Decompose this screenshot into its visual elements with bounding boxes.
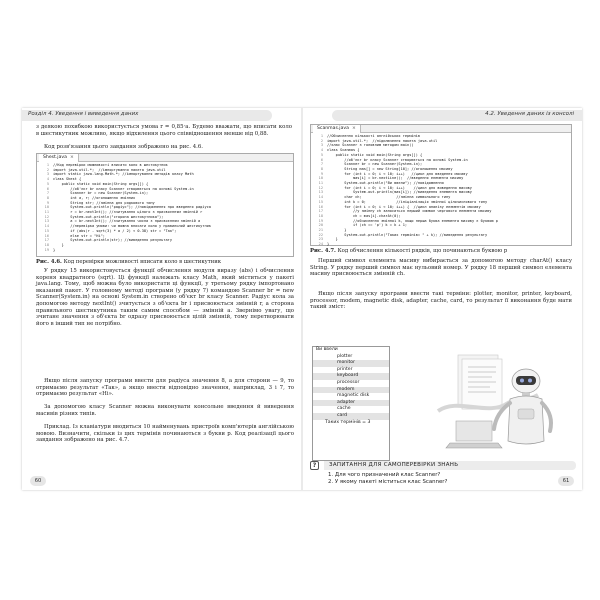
editor-tab-bar <box>311 125 571 133</box>
left-intro: з деякою похибкою використується умова r = 0,85·a. Будемо вважати, що вписати коло в шестикутник можливо, якщо відхилення цього співвідношення менше від 0,88. <box>36 124 292 137</box>
tab-label: Scanmas.java <box>317 126 349 131</box>
output-item: monitor <box>313 360 389 367</box>
line-number: 22 <box>318 232 323 237</box>
question-item: 2. У якому пакеті міститься клас Scanner? <box>328 478 448 485</box>
figure-caption-4-6 <box>36 259 294 266</box>
line-number: 16 <box>318 204 323 209</box>
code-text: else str = "Ні"; <box>53 233 105 238</box>
code-text: Scanner br = new Scanner(System.in); <box>53 191 149 196</box>
line-number: 15 <box>44 228 49 233</box>
left-para3: За допомогою класу Scanner можна виконувати консольне введення й виведення масивів різних типів. <box>36 404 294 417</box>
line-number: 9 <box>46 200 49 205</box>
left-para2: Якщо після запуску програми ввести для радіуса значення 8, а для сторони — 9, то отримаємо результат «Так», а якщо ввести відповідно значення, наприклад, 3 і 7, то отримаємо результат «Ні». <box>36 378 294 398</box>
left-intro2: Код розв'язання цього завдання зображено на рис. 4.6. <box>44 144 204 150</box>
output-item: plotter <box>313 354 389 361</box>
code-listing-shest <box>37 162 293 253</box>
code-text: //Код перевірки можливості вписати коло в шестикутник <box>53 163 168 167</box>
code-text: //у змінну ch заноситься перший символ чергового елемента масиву <box>327 209 492 214</box>
code-text: } <box>327 228 347 233</box>
output-item: printer <box>313 367 389 374</box>
line-number: 17 <box>44 238 49 243</box>
output-item: magnetic disk <box>313 393 389 400</box>
code-text: for (int i = 0; i < 10; i++) { //цикл аналізу елементів масиву <box>327 204 481 209</box>
page-number-right: 61 <box>558 476 574 486</box>
right-para1: Перший символ елемента масиву вибирається за допомогою методу charAt() класу String. У рядку перший символ має нульовий номер. У рядку 18 перший символ елемента масиву присвоюється змінній ch. <box>310 258 572 278</box>
figure-caption-4-7 <box>310 248 572 255</box>
code-window-shest <box>36 153 294 257</box>
left-page <box>22 108 302 490</box>
line-number: 15 <box>318 199 323 204</box>
caption-text: Код перевірки можливості вписати коло в шестикутник <box>63 259 222 265</box>
editor-tab-shest[interactable] <box>39 154 79 162</box>
output-item: processor <box>313 380 389 387</box>
line-number: 24 <box>318 242 323 247</box>
line-number: 19 <box>318 218 323 223</box>
code-text: char ch; //змінна символьного типу <box>327 195 451 200</box>
output-item: modem <box>313 387 389 394</box>
line-number: 4 <box>46 177 49 182</box>
code-text: public static void main(String args[]) { <box>53 181 149 186</box>
code-text: String str; //змінна для рядкового типу <box>53 200 155 205</box>
code-text: //перевірка умови: чи можна вписати коло у правильний шестикутник <box>53 224 211 229</box>
close-icon[interactable]: × <box>351 126 356 131</box>
code-text: //Обчислення кількості англійських термінів <box>327 134 421 138</box>
questions-list <box>328 472 447 486</box>
line-number: 10 <box>318 176 323 181</box>
code-line <box>313 242 569 247</box>
output-item: card <box>313 413 389 420</box>
robot-illustration <box>398 351 574 455</box>
line-number: 18 <box>318 213 323 218</box>
output-item: cache <box>313 406 389 413</box>
code-text: } <box>53 247 56 252</box>
question-icon: ? <box>310 461 319 470</box>
output-header: Ви ввели <box>316 347 338 352</box>
line-number: 20 <box>318 223 323 228</box>
output-item: adapter <box>313 400 389 407</box>
question-item: 1. Для чого призначений клас Scanner? <box>328 472 441 478</box>
editor-tab-scanmas[interactable] <box>313 125 361 133</box>
code-text: System.out.println("сторона шестикутника"); <box>53 214 164 219</box>
line-number: 1 <box>46 163 49 167</box>
line-number: 6 <box>320 157 323 162</box>
code-text: class Shest { <box>53 177 82 182</box>
code-text: //об'єкт br класу Scanner створюється на основі System.in <box>327 157 468 162</box>
code-text: } <box>53 242 64 247</box>
code-text: if (abs(r - sqrt(3) * a / 2) < 0.38) str = "Так"; <box>53 228 177 233</box>
code-text: System.out.println("Таких термінів= " + k); //виведення результату <box>327 232 488 237</box>
line-number: 3 <box>46 172 49 177</box>
left-header-text: Розділ 4. Уведення і виведення даних <box>28 111 139 117</box>
line-number: 12 <box>44 214 49 219</box>
caption-text: Код обчислення кількості рядків, що починаються буквою p <box>337 248 508 254</box>
code-text: r = br.nextInt(); //зчитування цілого з присвоєнням змінній r <box>53 210 203 215</box>
book-spread <box>22 108 582 490</box>
line-number: 3 <box>320 143 323 148</box>
right-para2: Якщо після запуску програми ввести такі терміни: plotter, monitor, printer, keyboard, processor, modem, magnetic disk, adapter, cache, card, то результат її виконання буде мати такий зміст: <box>310 291 572 311</box>
line-number: 21 <box>318 228 323 233</box>
questions-header <box>304 461 576 470</box>
right-header-text: 4.2. Уведення даних із консолі <box>485 111 574 117</box>
code-text: String mas[] = new String[10]; //оголошення масиву <box>327 166 453 171</box>
code-listing-scanmas <box>311 133 571 248</box>
line-number: 17 <box>318 209 323 214</box>
line-number: 13 <box>44 219 49 224</box>
line-number: 10 <box>44 205 49 210</box>
line-number: 7 <box>320 162 323 167</box>
line-number: 5 <box>320 152 323 157</box>
code-text: int a, r; //оголошення змінних <box>53 195 136 200</box>
code-line <box>39 248 291 253</box>
output-total: Таких термінів = 3 <box>325 419 371 425</box>
code-text: for (int i = 0; i < 10; i++) //цикл для виведення масиву <box>327 185 472 190</box>
line-number: 14 <box>44 224 49 229</box>
line-number: 2 <box>320 138 323 143</box>
line-number: 14 <box>318 195 323 200</box>
left-para1: У рядку 15 використовується функції обчислення модуля виразу (abs) і обчислення кореня квадратного (sqrt). Ці функції належать класу Math, який міститься у пакеті java.lang. Тому, щоб можна було використати ці функції, у третьому рядку імпортовано вказаний пакет. У головному методі програми (у рядку 7) командою Scanner br = new Scanner(System.in) на основі System.in створено об'єкт br класу Scanner. Радіус кола за допомогою методу nextInt() зчитується з об'єкта br і присвоюється змінній r, а сторона правильного шестикутника таким самим способом — змінній a. Звернімо увагу, що зчитане значення з об'єкта br одразу присвоюється цілій змінній, тому перетворювати його в інший тип не потрібно. <box>36 268 294 327</box>
code-text: public static void main(String args[]) { <box>327 152 423 157</box>
line-number: 11 <box>318 181 323 186</box>
code-text: for (int i = 0; i < 10; i++) //цикл для введення масиву <box>327 171 468 176</box>
caption-label: Рис. 4.6. <box>36 259 62 265</box>
output-item: keyboard <box>313 373 389 380</box>
caption-label: Рис. 4.7. <box>310 248 336 254</box>
line-number: 5 <box>46 181 49 186</box>
code-text: //клас Scanner з головним методом main() <box>327 143 414 148</box>
document-stack-icon <box>458 355 502 409</box>
code-text: System.out.println("Ви ввели"); //повідомлення <box>327 181 444 186</box>
code-text: System.out.println(mas[i]); //виведення елемента масиву <box>327 190 472 195</box>
code-text: } <box>327 237 338 242</box>
line-number: 9 <box>320 171 323 176</box>
line-number: 1 <box>320 134 323 138</box>
code-text: System.out.println(str); //виведення результату <box>53 238 172 243</box>
line-number: 7 <box>46 191 49 196</box>
close-icon[interactable]: × <box>69 155 74 160</box>
code-text: if (ch == 'p') k = k + 1; <box>327 223 408 228</box>
code-text: a = br.nextInt(); //зчитування числа з присвоєнням змінній a <box>53 219 201 224</box>
code-text: import static java.lang.Math.*; //імпортування методів класу Math <box>53 172 194 177</box>
editor-tab-bar <box>37 154 293 162</box>
line-number: 2 <box>46 167 49 172</box>
tab-label: Shest.java <box>43 155 67 160</box>
line-number: 19 <box>44 247 49 252</box>
code-text: Scanner br = new Scanner(System.in); <box>327 162 423 167</box>
code-text: //обчислення змінної k, якщо перша буква елемента масиву є буквою p <box>327 218 498 223</box>
code-text: //об'єкт br класу Scanner створюється на основі System.in <box>53 186 194 191</box>
right-page <box>302 108 582 490</box>
code-text: class Scanmas { <box>327 148 360 153</box>
code-text: mas[i] = br.nextLine(); //введення елемента масиву <box>327 176 464 181</box>
code-text: import java.util.*; //підключення пакета java.util <box>327 138 438 143</box>
code-text: import java.util.*; //імпортування пакета java.util <box>53 167 166 172</box>
line-number: 6 <box>46 186 49 191</box>
line-number: 18 <box>44 242 49 247</box>
code-text: System.out.println("радіус"); //повідомлення про введення радіуса <box>53 205 211 210</box>
page-number-left: 60 <box>30 476 46 486</box>
right-page-header <box>302 110 582 121</box>
line-number: 13 <box>318 190 323 195</box>
questions-title: ЗАПИТАННЯ ДЛЯ САМОПЕРЕВІРКИ ЗНАНЬ <box>324 461 576 470</box>
line-number: 12 <box>318 185 323 190</box>
code-text: } <box>327 242 330 247</box>
code-window-scanmas <box>310 124 572 246</box>
code-text: int k = 0; //ініціалізація змінної цілочислового типу <box>327 199 488 204</box>
line-number: 8 <box>46 195 49 200</box>
left-page-header <box>22 110 302 121</box>
left-para4: Приклад. Із клавіатури вводиться 10 найменувань пристроїв комп'ютерів англійською мовою. Визначити, скільки із цих термінів починаються з букви p. Код реалізації цього завдання зображено на рис. 4.7. <box>36 424 294 444</box>
console-output <box>312 346 390 461</box>
line-number: 11 <box>44 210 49 215</box>
line-number: 16 <box>44 233 49 238</box>
code-text: ch = mas[i].charAt(0); <box>327 213 401 218</box>
line-number: 4 <box>320 148 323 153</box>
line-number: 8 <box>320 166 323 171</box>
line-number: 23 <box>318 237 323 242</box>
